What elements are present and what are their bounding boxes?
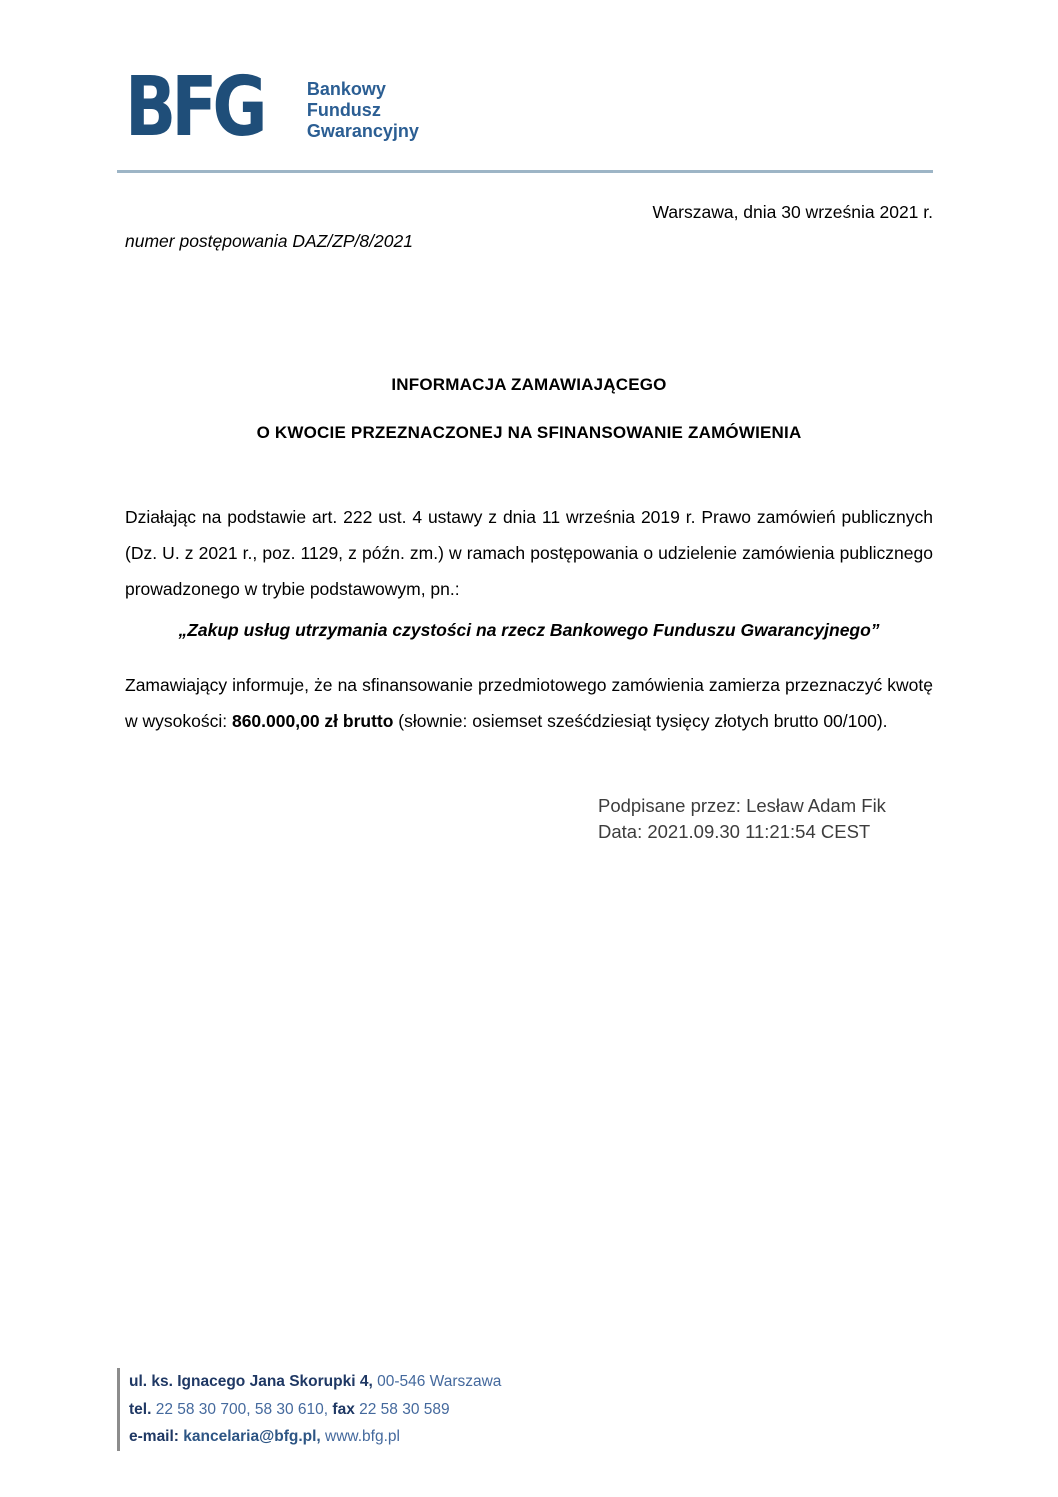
footer-website: www.bfg.pl: [325, 1428, 400, 1445]
case-number: numer postępowania DAZ/ZP/8/2021: [125, 231, 413, 251]
footer-address-line: [129, 1368, 501, 1396]
signature-signed-by: Podpisane przez: Lesław Adam Fik: [598, 795, 886, 816]
amount-paragraph-tail: (słownie: osiemset sześćdziesiąt tysięcy złotych brutto 00/100).: [393, 711, 888, 731]
footer-street: ul. ks. Ignacego Jana Skorupki 4,: [129, 1373, 373, 1390]
bfg-logo: [125, 60, 419, 155]
gross-amount-value: 860.000,00 zł brutto: [231, 711, 394, 731]
document-title: [125, 375, 933, 443]
footer-phone-line: [129, 1396, 501, 1424]
amount-paragraph: [125, 667, 933, 739]
footer-email-address: kancelaria@bfg.pl,: [178, 1428, 326, 1445]
header-divider: [117, 170, 933, 173]
footer-tel-label: tel.: [129, 1400, 152, 1418]
legal-basis-paragraph: Działając na podstawie art. 222 ust. 4 ustawy z dnia 11 września 2019 r. Prawo zamówień publicznych (Dz. U. z 2021 r., poz. 1129, z późn. zm.) w ramach postępowania o udzielenie zamówienia publicznego prowadzonego w trybie podstawowym, pn.:: [125, 507, 933, 599]
footer-city: 00-546 Warszawa: [372, 1373, 502, 1390]
logo-name-line1: Bankowy: [306, 79, 386, 99]
bfg-logo-name: [307, 74, 419, 142]
footer-email-label: e-mail:: [129, 1428, 179, 1445]
footer-email-line: [129, 1423, 501, 1451]
logo-name-line3: Gwarancyjny: [306, 121, 419, 141]
footer-fax-number: 22 58 30 589: [354, 1400, 450, 1418]
title-line-2: O KWOCIE PRZEZNACZONEJ NA SFINANSOWANIE ZAMÓWIENIA: [256, 423, 802, 442]
signature-date: Data: 2021.09.30 11:21:54 CEST: [598, 821, 871, 842]
footer-tel-numbers: 22 58 30 700, 58 30 610,: [151, 1400, 333, 1418]
amount-paragraph-lead: Zamawiający informuje, że na sfinansowanie przedmiotowego zamówienia zamierza przeznaczyć kwotę w wysokości:: [125, 675, 933, 731]
bfg-logo-acronym: BFG: [125, 60, 263, 155]
procurement-subject-quote: „Zakup usług utrzymania czystości na rzecz Bankowego Funduszu Gwarancyjnego”: [178, 620, 880, 640]
title-line-1: INFORMACJA ZAMAWIAJĄCEGO: [391, 375, 667, 394]
footer-fax-label: fax: [332, 1400, 355, 1418]
place-date-line: Warszawa, dnia 30 września 2021 r.: [652, 202, 933, 222]
digital-signature-stamp: [598, 793, 886, 845]
logo-name-line2: Fundusz: [306, 100, 381, 120]
footer-contact-block: [117, 1368, 501, 1451]
